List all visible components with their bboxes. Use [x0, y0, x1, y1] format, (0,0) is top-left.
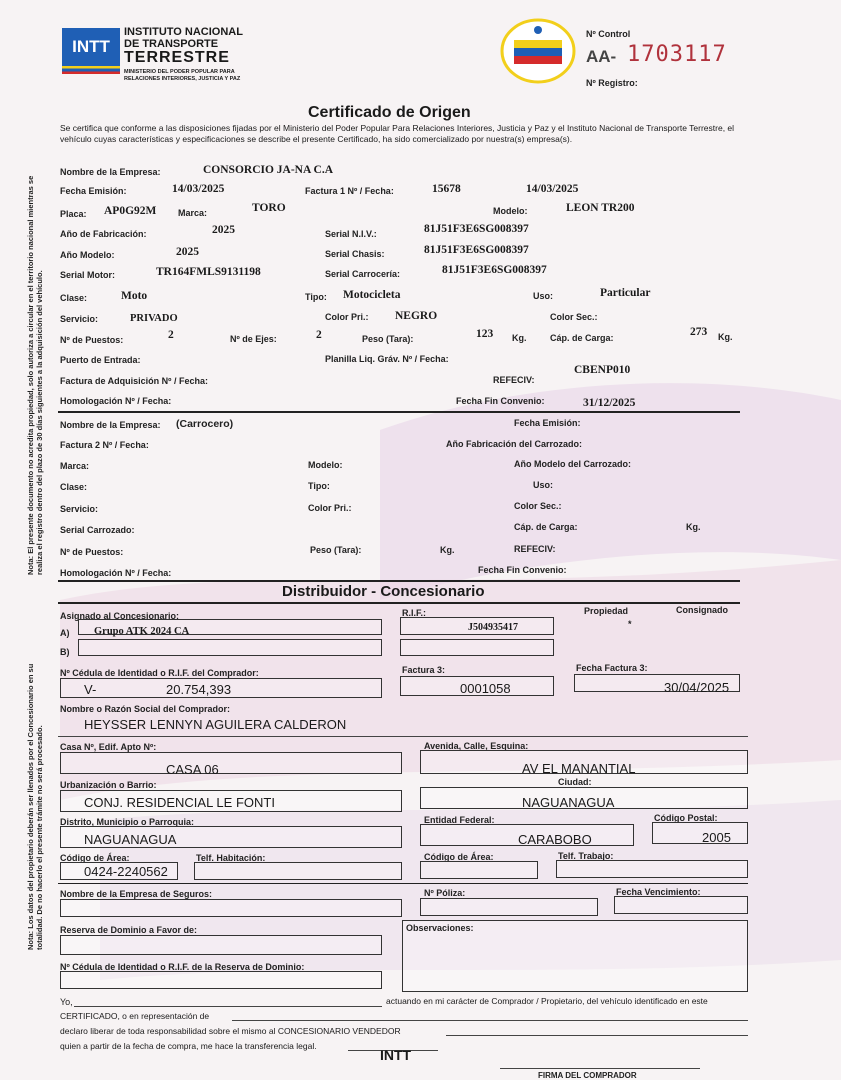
postal-value: 2005: [702, 830, 731, 845]
carrocero-servicio-label: Servicio:: [60, 504, 99, 514]
carrocero-empresa-label: Nombre de la Empresa:: [60, 420, 161, 430]
carrocero-fecha-emision-label: Fecha Emisión:: [514, 418, 581, 428]
carrocero-fecha-fin-label: Fecha Fin Convenio:: [478, 565, 567, 575]
factura1-value: 15678: [432, 183, 461, 195]
section-divider-2: [58, 580, 740, 582]
ano-modelo-label: Año Modelo:: [60, 250, 115, 260]
signature-line: [500, 1068, 700, 1069]
carrocero-peso-label: Peso (Tara):: [310, 545, 362, 555]
control-prefix: AA-: [586, 47, 617, 66]
casa-field[interactable]: [60, 752, 402, 774]
tipo-value: Motocicleta: [343, 289, 401, 301]
carrocero-refeciv-label: REFECIV:: [514, 544, 556, 554]
consignado-label: Consignado: [676, 605, 728, 615]
distribuidor-heading: Distribuidor - Concesionario: [282, 583, 485, 600]
clase-value: Moto: [121, 290, 148, 302]
section-divider-3: [58, 602, 740, 604]
tel-trab-field[interactable]: [556, 860, 748, 878]
observaciones-label: Observaciones:: [406, 923, 474, 933]
area2-label: Código de Área:: [424, 852, 494, 862]
intt-stamp: INTT: [380, 1047, 412, 1063]
factura1-fecha: 14/03/2025: [526, 183, 579, 195]
modelo-label: Modelo:: [493, 206, 528, 216]
cedula-prefix: V-: [84, 682, 97, 697]
carrocero-color-pri-label: Color Pri.:: [308, 503, 352, 513]
carrocero-marca-label: Marca:: [60, 461, 90, 471]
concesionario-a-value: Grupo ATK 2024 CA: [94, 626, 190, 637]
nombre-label: Nombre o Razón Social del Comprador:: [60, 704, 231, 714]
marca-value: TORO: [252, 202, 286, 214]
declaration-line3: declaro liberar de toda responsabilidad sobre el mismo al CONCESIONARIO VENDEDOR: [60, 1026, 401, 1036]
ano-fab-carrozado-label: Año Fabricación del Carrozado:: [446, 439, 583, 449]
carrocero-color-sec-label: Color Sec.:: [514, 501, 562, 511]
vencimiento-field[interactable]: [614, 896, 748, 914]
entidad-value: CARABOBO: [518, 832, 592, 847]
firma-label: FIRMA DEL COMPRADOR: [538, 1071, 637, 1080]
ano-fab-value: 2025: [212, 224, 235, 236]
fecha-fin-label: Fecha Fin Convenio:: [456, 396, 545, 406]
seguros-label: Nombre de la Empresa de Seguros:: [60, 889, 213, 899]
nombre-value: HEYSSER LENNYN AGUILERA CALDERON: [84, 717, 347, 732]
carrocero-clase-label: Clase:: [60, 482, 88, 492]
uso-value: Particular: [600, 287, 651, 299]
avenida-value: AV EL MANANTIAL: [522, 761, 636, 776]
ministry-line-2: RELACIONES INTERIORES, JUSTICIA Y PAZ: [124, 76, 241, 82]
area-label: Código de Área:: [60, 853, 130, 863]
control-number: 1703117: [627, 42, 727, 67]
logo-stripe: [62, 66, 120, 74]
control-label: Nº Control: [586, 29, 631, 39]
servicio-label: Servicio:: [60, 314, 99, 324]
reserva-label: Reserva de Dominio a Favor de:: [60, 925, 198, 935]
serial-chasis-label: Serial Chasis:: [325, 249, 385, 259]
carrocero-homologacion-label: Homologación Nº / Fecha:: [60, 568, 172, 578]
carrocero-peso-unit: Kg.: [440, 545, 455, 555]
puestos-value: 2: [168, 329, 174, 341]
factura1-label: Factura 1 Nº / Fecha:: [305, 186, 394, 196]
seguros-field[interactable]: [60, 899, 402, 917]
cap-carga-unit: Kg.: [718, 332, 733, 342]
area2-field[interactable]: [420, 861, 538, 879]
cedula-label: Nº Cédula de Identidad o R.I.F. del Comprador:: [60, 668, 259, 678]
declaration-line4: quien a partir de la fecha de compra, me hace la transferencia legal.: [60, 1041, 317, 1051]
side-note-1: Nota: El presente documento no acredita propiedad, solo autoriza a circular en el territorio nacional mientras se realiza el registro dentro del plazo de 30 días siguientes a la adquisición del vehículo.: [26, 175, 44, 575]
homologacion-label: Homologación Nº / Fecha:: [60, 396, 172, 406]
distrito-value: NAGUANAGUA: [84, 832, 177, 847]
serial-carroceria-label: Serial Carrocería:: [325, 269, 401, 279]
declaration-yo-line: [74, 1006, 382, 1007]
fecha-emision-label: Fecha Emisión:: [60, 186, 127, 196]
declaration-line2-fill: [232, 1020, 748, 1021]
ano-modelo-carrozado-label: Año Modelo del Carrozado:: [514, 459, 631, 469]
casa-value: CASA 06: [166, 762, 219, 777]
peso-unit: Kg.: [512, 333, 527, 343]
section-divider-1: [58, 411, 740, 413]
empresa-value: CONSORCIO JA-NA C.A: [203, 164, 334, 176]
puerto-label: Puerto de Entrada:: [60, 355, 141, 365]
declaration-line3-fill: [446, 1035, 748, 1036]
telefono-value: 0424-2240562: [84, 864, 168, 879]
rif-b-field[interactable]: [400, 639, 554, 656]
ejes-label: Nº de Ejes:: [230, 334, 277, 344]
carrocero-cap-unit: Kg.: [686, 522, 701, 532]
intt-logo: INTT: [62, 28, 120, 66]
serial-motor-label: Serial Motor:: [60, 270, 116, 280]
placa-value: AP0G92M: [104, 205, 157, 217]
fecha-fin-value: 31/12/2025: [583, 397, 636, 409]
avenida-label: Avenida, Calle, Esquina:: [424, 741, 529, 751]
postal-label: Código Postal:: [654, 813, 718, 823]
empresa-label: Nombre de la Empresa:: [60, 167, 161, 177]
asignado-label: Asignado al Concesionario:: [60, 611, 180, 621]
carrocero-puestos-label: Nº de Puestos:: [60, 547, 124, 557]
ano-fab-label: Año de Fabricación:: [60, 229, 147, 239]
tipo-label: Tipo:: [305, 292, 327, 302]
rif-a-value: J504935417: [468, 622, 518, 633]
carrocero-cap-label: Cáp. de Carga:: [514, 522, 578, 532]
fecha-factura3-value: 30/04/2025: [664, 680, 730, 695]
clase-label: Clase:: [60, 293, 88, 303]
nombre-underline: [58, 736, 748, 737]
serial-niv-value: 81J51F3E6SG008397: [424, 223, 529, 235]
serial-carrozado-label: Serial Carrozado:: [60, 525, 135, 535]
carrocero-empresa-suffix: (Carrocero): [176, 418, 234, 430]
institute-name-1: INSTITUTO NACIONAL: [124, 26, 243, 38]
ministry-seal-icon: [500, 18, 576, 84]
ejes-value: 2: [316, 329, 322, 341]
ciudad-value: NAGUANAGUA: [522, 795, 615, 810]
declaration-line2: CERTIFICADO, o en representación de: [60, 1011, 210, 1021]
refeciv-value: CBENP010: [574, 364, 631, 376]
color-pri-value: NEGRO: [395, 310, 438, 322]
fecha-factura3-label: Fecha Factura 3:: [576, 663, 648, 673]
urbanizacion-label: Urbanización o Barrio:: [60, 780, 157, 790]
poliza-label: Nº Póliza:: [424, 888, 466, 898]
propiedad-label: Propiedad: [584, 606, 629, 616]
page-title: Certificado de Origen: [308, 104, 471, 121]
refeciv-label: REFECIV:: [493, 375, 535, 385]
entidad-label: Entidad Federal:: [424, 815, 495, 825]
factura3-label: Factura 3:: [402, 665, 446, 675]
cedula-reserva-field[interactable]: [60, 971, 382, 989]
cedula-reserva-label: Nº Cédula de Identidad o R.I.F. de la Reserva de Dominio:: [60, 962, 305, 972]
carrocero-uso-label: Uso:: [533, 480, 553, 490]
tel-hab-label: Telf. Habitación:: [196, 853, 266, 863]
fecha-emision-value: 14/03/2025: [172, 183, 225, 195]
intro-text: Se certifica que conforme a las disposiciones fijadas por el Ministerio del Poder Popular Para Relaciones Interiores, Justicia y Paz y el Instituto Nacional de Transporte Terrestre, el vehículo cuyas características y especificaciones se describe el presente Certificado, ha sido comercializado por nuestra(s) empresa(s).: [60, 123, 735, 144]
side-note-2: Nota: Los datos del propietario deberán ser llenados por el Concesionario en su totalidad. De no hacerlo el presente trámite no será procesado.: [26, 663, 44, 950]
factura2-label: Factura 2 Nº / Fecha:: [60, 440, 149, 450]
cedula-value: 20.754,393: [166, 682, 232, 697]
serial-motor-value: TR164FMLS9131198: [156, 266, 261, 278]
carrocero-tipo-label: Tipo:: [308, 481, 330, 491]
cap-carga-value: 273: [690, 326, 708, 338]
postal-field[interactable]: [652, 822, 748, 844]
poliza-field[interactable]: [420, 898, 598, 916]
urbanizacion-value: CONJ. RESIDENCIAL LE FONTI: [84, 795, 275, 810]
servicio-value: PRIVADO: [130, 313, 178, 324]
peso-label: Peso (Tara):: [362, 334, 414, 344]
declaration-yo: Yo,: [60, 997, 73, 1007]
peso-value: 123: [476, 328, 494, 340]
marca-label: Marca:: [178, 208, 208, 218]
tel-hab-field[interactable]: [194, 862, 402, 880]
serial-niv-label: Serial N.I.V.:: [325, 229, 377, 239]
b-label: B): [60, 647, 70, 657]
distrito-label: Distrito, Municipio o Parroquia:: [60, 817, 195, 827]
tel-trab-label: Telf. Trabajo:: [558, 851, 614, 861]
ministry-line-1: MINISTERIO DEL PODER POPULAR PARA: [124, 69, 235, 75]
vencimiento-label: Fecha Vencimiento:: [616, 887, 701, 897]
concesionario-b-field[interactable]: [78, 639, 382, 656]
section-divider-4: [58, 883, 748, 884]
propiedad-mark: *: [628, 619, 632, 629]
factura3-value: 0001058: [460, 681, 511, 696]
uso-label: Uso:: [533, 291, 553, 301]
color-sec-label: Color Sec.:: [550, 312, 598, 322]
registro-label: Nº Registro:: [586, 78, 638, 88]
puestos-label: Nº de Puestos:: [60, 335, 124, 345]
institute-name-2: DE TRANSPORTE: [124, 38, 219, 50]
color-pri-label: Color Pri.:: [325, 312, 369, 322]
planilla-label: Planilla Liq. Gráv. Nº / Fecha:: [325, 354, 449, 364]
serial-carroceria-value: 81J51F3E6SG008397: [442, 264, 547, 276]
ciudad-label: Ciudad:: [558, 777, 592, 787]
declaration-line1: actuando en mi carácter de Comprador / Propietario, del vehículo identificado en este: [386, 996, 708, 1006]
cap-carga-label: Cáp. de Carga:: [550, 333, 614, 343]
serial-chasis-value: 81J51F3E6SG008397: [424, 244, 529, 256]
rif-label: R.I.F.:: [402, 608, 426, 618]
placa-label: Placa:: [60, 209, 87, 219]
a-label: A): [60, 628, 70, 638]
reserva-field[interactable]: [60, 935, 382, 955]
factura-adq-label: Factura de Adquisición Nº / Fecha:: [60, 376, 208, 386]
modelo-value: LEON TR200: [566, 202, 635, 214]
casa-label: Casa Nº, Edif. Apto Nº:: [60, 742, 157, 752]
carrocero-modelo-label: Modelo:: [308, 460, 343, 470]
ano-modelo-value: 2025: [176, 246, 199, 258]
institute-name-3: TERRESTRE: [124, 49, 230, 66]
